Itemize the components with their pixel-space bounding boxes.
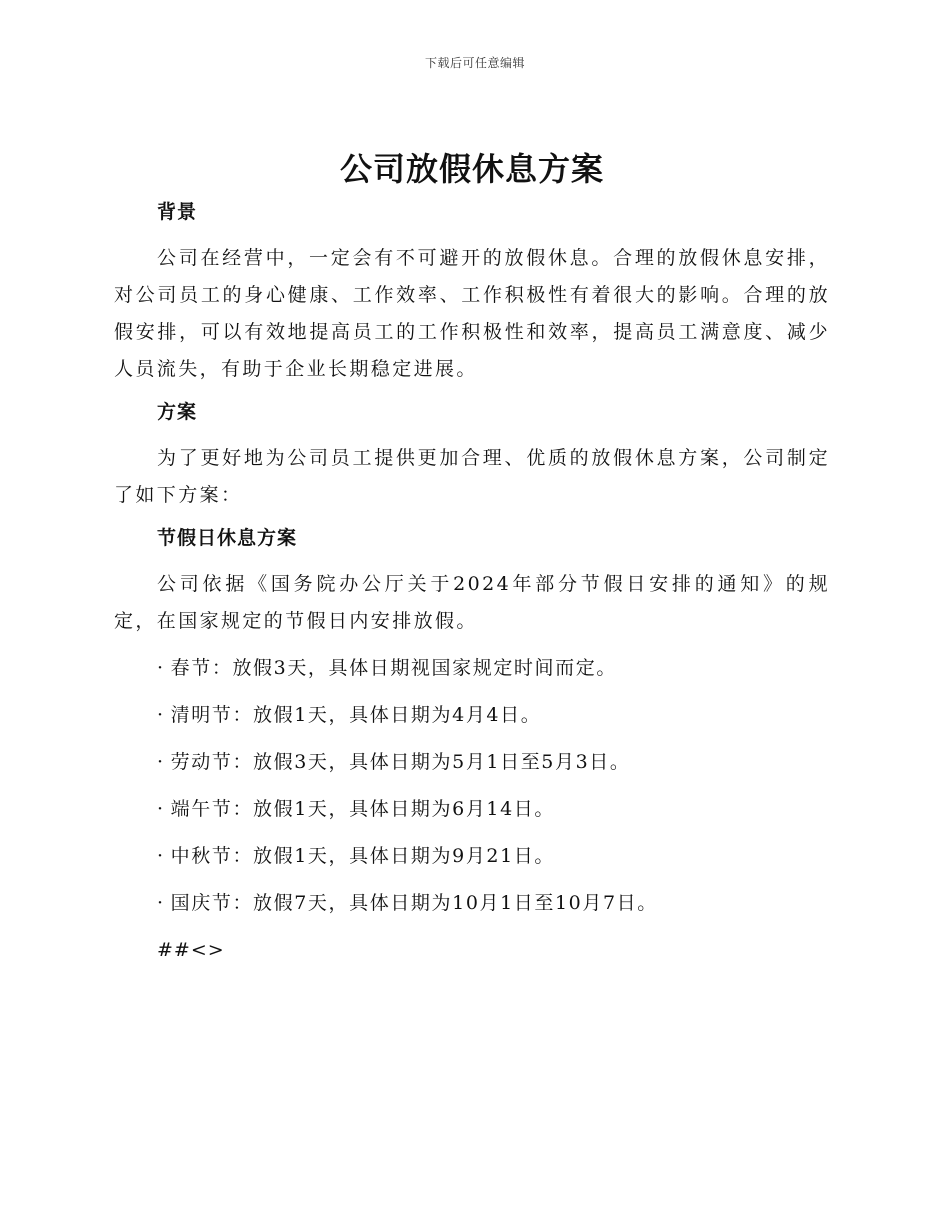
list-item-dragon-boat: [114, 791, 830, 828]
list-item-national-day: [114, 885, 830, 922]
bullet-icon: ·: [157, 751, 165, 773]
list-item-spring-festival: [114, 650, 830, 687]
paragraph-plan: 为了更好地为公司员工提供更加合理、优质的放假休息方案，公司制定了如下方案：: [114, 447, 830, 506]
bullet-icon: ·: [157, 657, 165, 679]
list-item-text: 春节：放假3天，具体日期视国家规定时间而定。: [170, 657, 617, 679]
paragraph-background: 公司在经营中，一定会有不可避开的放假休息。合理的放假休息安排，对公司员工的身心健康、工作效率、工作积极性有着很大的影响。合理的放假安排，可以有效地提高员工的工作积极性和效率，提高员工满意度、减少人员流失，有助于企业长期稳定进展。: [114, 247, 830, 380]
list-item-text: 中秋节：放假1天，具体日期为9月21日。: [170, 845, 555, 867]
holiday-list: [114, 650, 830, 922]
document-body: [114, 146, 830, 969]
list-item-text: 国庆节：放假7天，具体日期为10月1日至10月7日。: [170, 892, 658, 914]
section-heading-holiday: 节假日休息方案: [157, 527, 298, 549]
bullet-icon: ·: [157, 704, 165, 726]
tail-mark: ##<>: [157, 939, 225, 961]
paragraph-holiday: 公司依据《国务院办公厅关于2024年部分节假日安排的通知》的规定，在国家规定的节假日内安排放假。: [114, 573, 830, 632]
list-item-text: 端午节：放假1天，具体日期为6月14日。: [170, 798, 555, 820]
list-item-text: 劳动节：放假3天，具体日期为5月1日至5月3日。: [170, 751, 631, 773]
header-note: 下载后可任意编辑: [424, 56, 525, 70]
section-heading-background: 背景: [157, 201, 198, 223]
list-item-mid-autumn: [114, 838, 830, 875]
list-item-text: 清明节：放假1天，具体日期为4月4日。: [170, 704, 542, 726]
bullet-icon: ·: [157, 892, 165, 914]
document-title: 公司放假休息方案: [339, 150, 604, 188]
bullet-icon: ·: [157, 845, 165, 867]
section-heading-plan: 方案: [157, 401, 198, 423]
list-item-labor-day: [114, 744, 830, 781]
list-item-qingming: [114, 697, 830, 734]
bullet-icon: ·: [157, 798, 165, 820]
